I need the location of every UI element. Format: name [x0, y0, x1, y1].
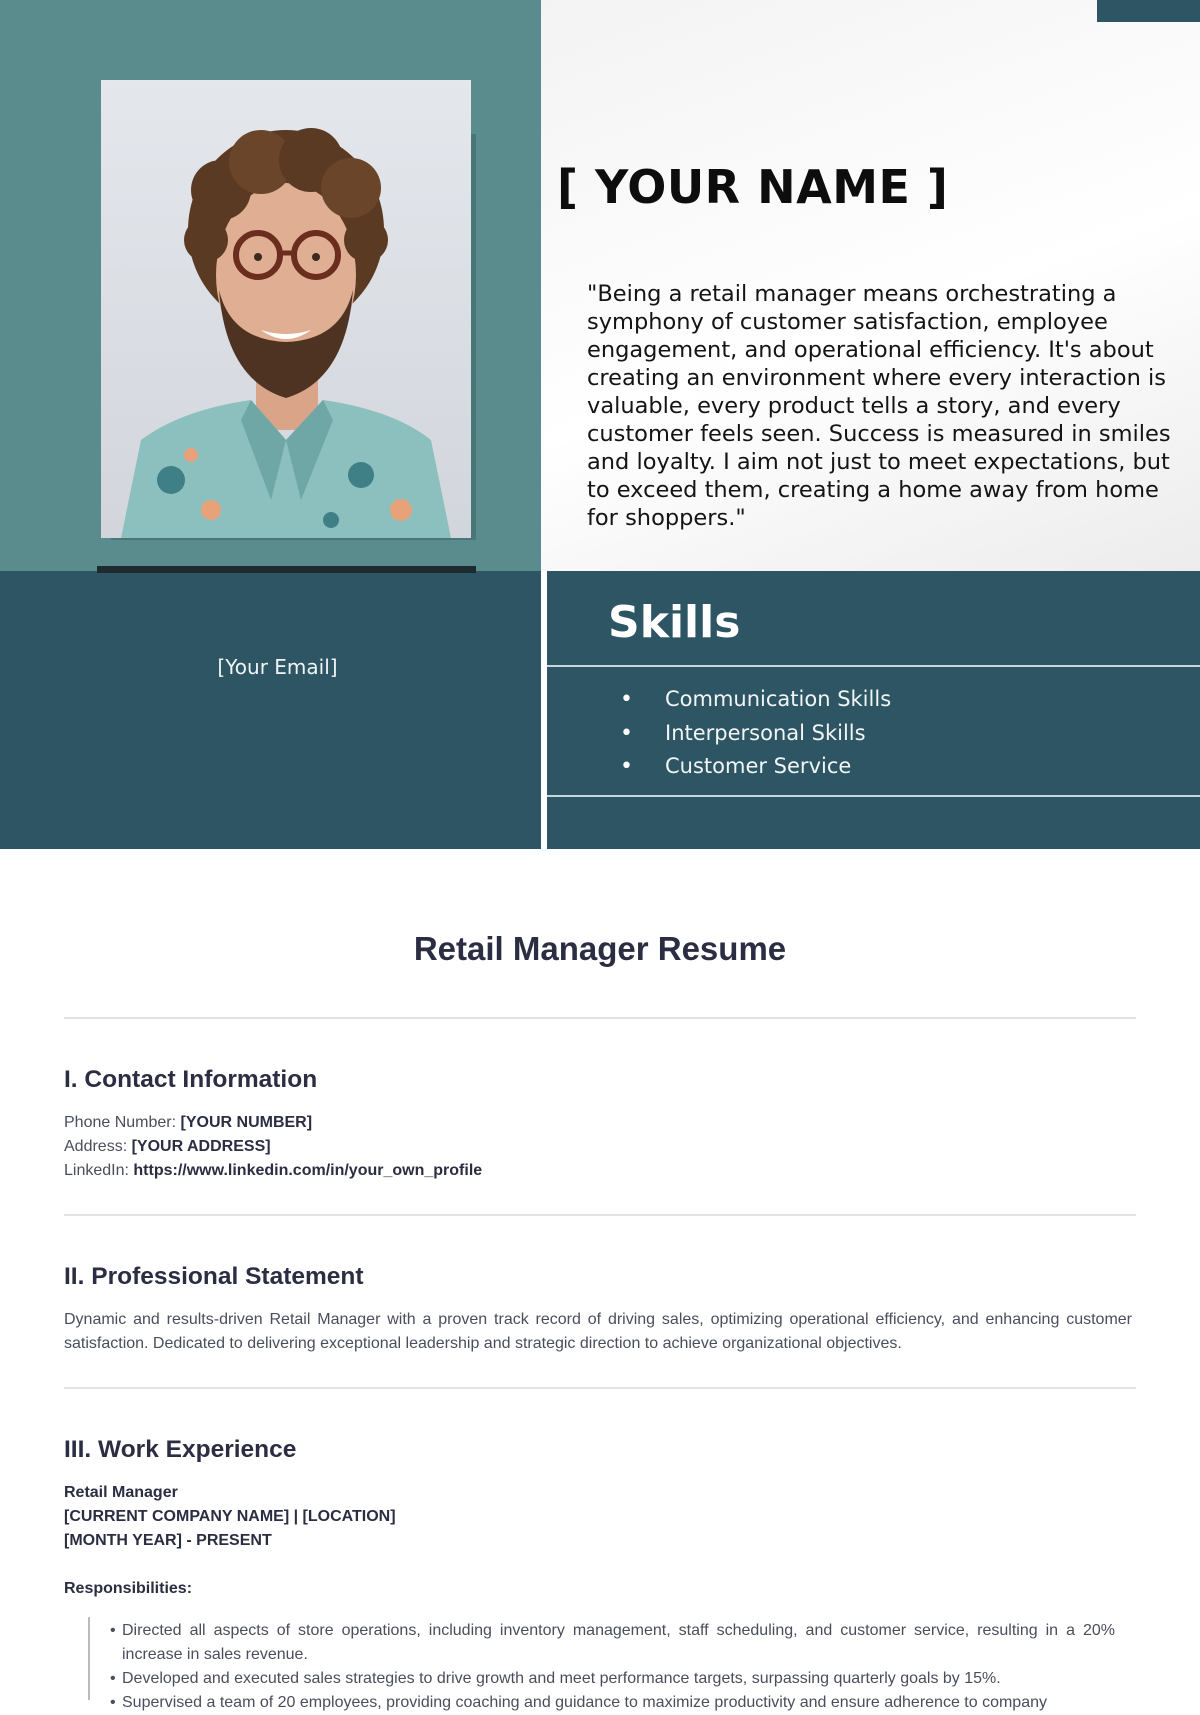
job-title: Retail Manager	[64, 1484, 178, 1501]
linkedin-label: LinkedIn:	[64, 1162, 129, 1179]
profile-photo	[101, 80, 471, 538]
resume-title: Retail Manager Resume	[413, 930, 787, 967]
corner-accent	[1097, 0, 1200, 22]
photo-underline-bar	[97, 566, 476, 573]
address-label: Address:	[64, 1138, 128, 1155]
contact-heading: I. Contact Information	[64, 1066, 318, 1093]
candidate-name: [ YOUR NAME ]	[557, 160, 949, 214]
person-portrait-illustration	[101, 80, 471, 538]
skill-item: • Interpersonal Skills	[620, 717, 891, 751]
responsibility-item: • Supervised a team of 20 employees, providing coaching and guidance to maximize productivity and ensure adherence to company	[110, 1691, 1115, 1715]
skills-divider-bottom	[547, 795, 1200, 797]
company-location: [CURRENT COMPANY NAME] | [LOCATION]	[64, 1508, 396, 1525]
personal-quote: "Being a retail manager means orchestrating a symphony of customer satisfaction, employee engagement, and operational efficiency. It's about creating an environment where every interaction is valuable, every product tells a story, and every customer feels seen. Success is measured in smiles and loyalty. I aim not just to meet expectations, but to exceed them, creating a home away from home for shoppers."	[587, 281, 1171, 531]
skills-divider-top	[547, 665, 1200, 667]
header-banner	[0, 0, 1200, 849]
experience-heading: III. Work Experience	[64, 1436, 297, 1463]
phone-label: Phone Number:	[64, 1114, 177, 1131]
address-value: [YOUR ADDRESS]	[131, 1138, 271, 1155]
statement-heading: II. Professional Statement	[64, 1263, 364, 1290]
responsibilities-label: Responsibilities:	[64, 1580, 193, 1597]
phone-value: [YOUR NUMBER]	[180, 1114, 313, 1131]
responsibility-item: • Directed all aspects of store operations, including inventory management, staff scheduling, and customer service, resulting in a 20% increase in sales revenue.	[110, 1619, 1115, 1667]
responsibilities-border	[88, 1617, 90, 1700]
skill-item: • Communication Skills	[620, 683, 891, 717]
responsibilities-list	[110, 1619, 1115, 1715]
email-placeholder: [Your Email]	[217, 655, 338, 679]
section-divider	[64, 1214, 1136, 1216]
skill-item: • Customer Service	[620, 750, 891, 784]
section-divider	[64, 1017, 1136, 1019]
email-panel	[0, 571, 541, 849]
linkedin-link[interactable]: https://www.linkedin.com/in/your_own_profile	[133, 1162, 483, 1179]
responsibility-item: • Developed and executed sales strategies to drive growth and meet performance targets, surpassing quarterly goals by 15%.	[110, 1667, 1115, 1691]
employment-dates: [MONTH YEAR] - PRESENT	[64, 1532, 272, 1549]
skills-heading: Skills	[608, 597, 741, 648]
linkedin-line	[64, 1162, 482, 1180]
statement-text: Dynamic and results-driven Retail Manager with a proven track record of driving sales, optimizing operational efficiency, and enhancing customer satisfaction. Dedicated to delivering exceptional leadership and strategic direction to achieve organizational objectives.	[64, 1311, 1132, 1352]
skills-list	[620, 683, 891, 784]
section-divider	[64, 1387, 1136, 1389]
phone-line	[64, 1114, 312, 1132]
address-line	[64, 1138, 271, 1156]
